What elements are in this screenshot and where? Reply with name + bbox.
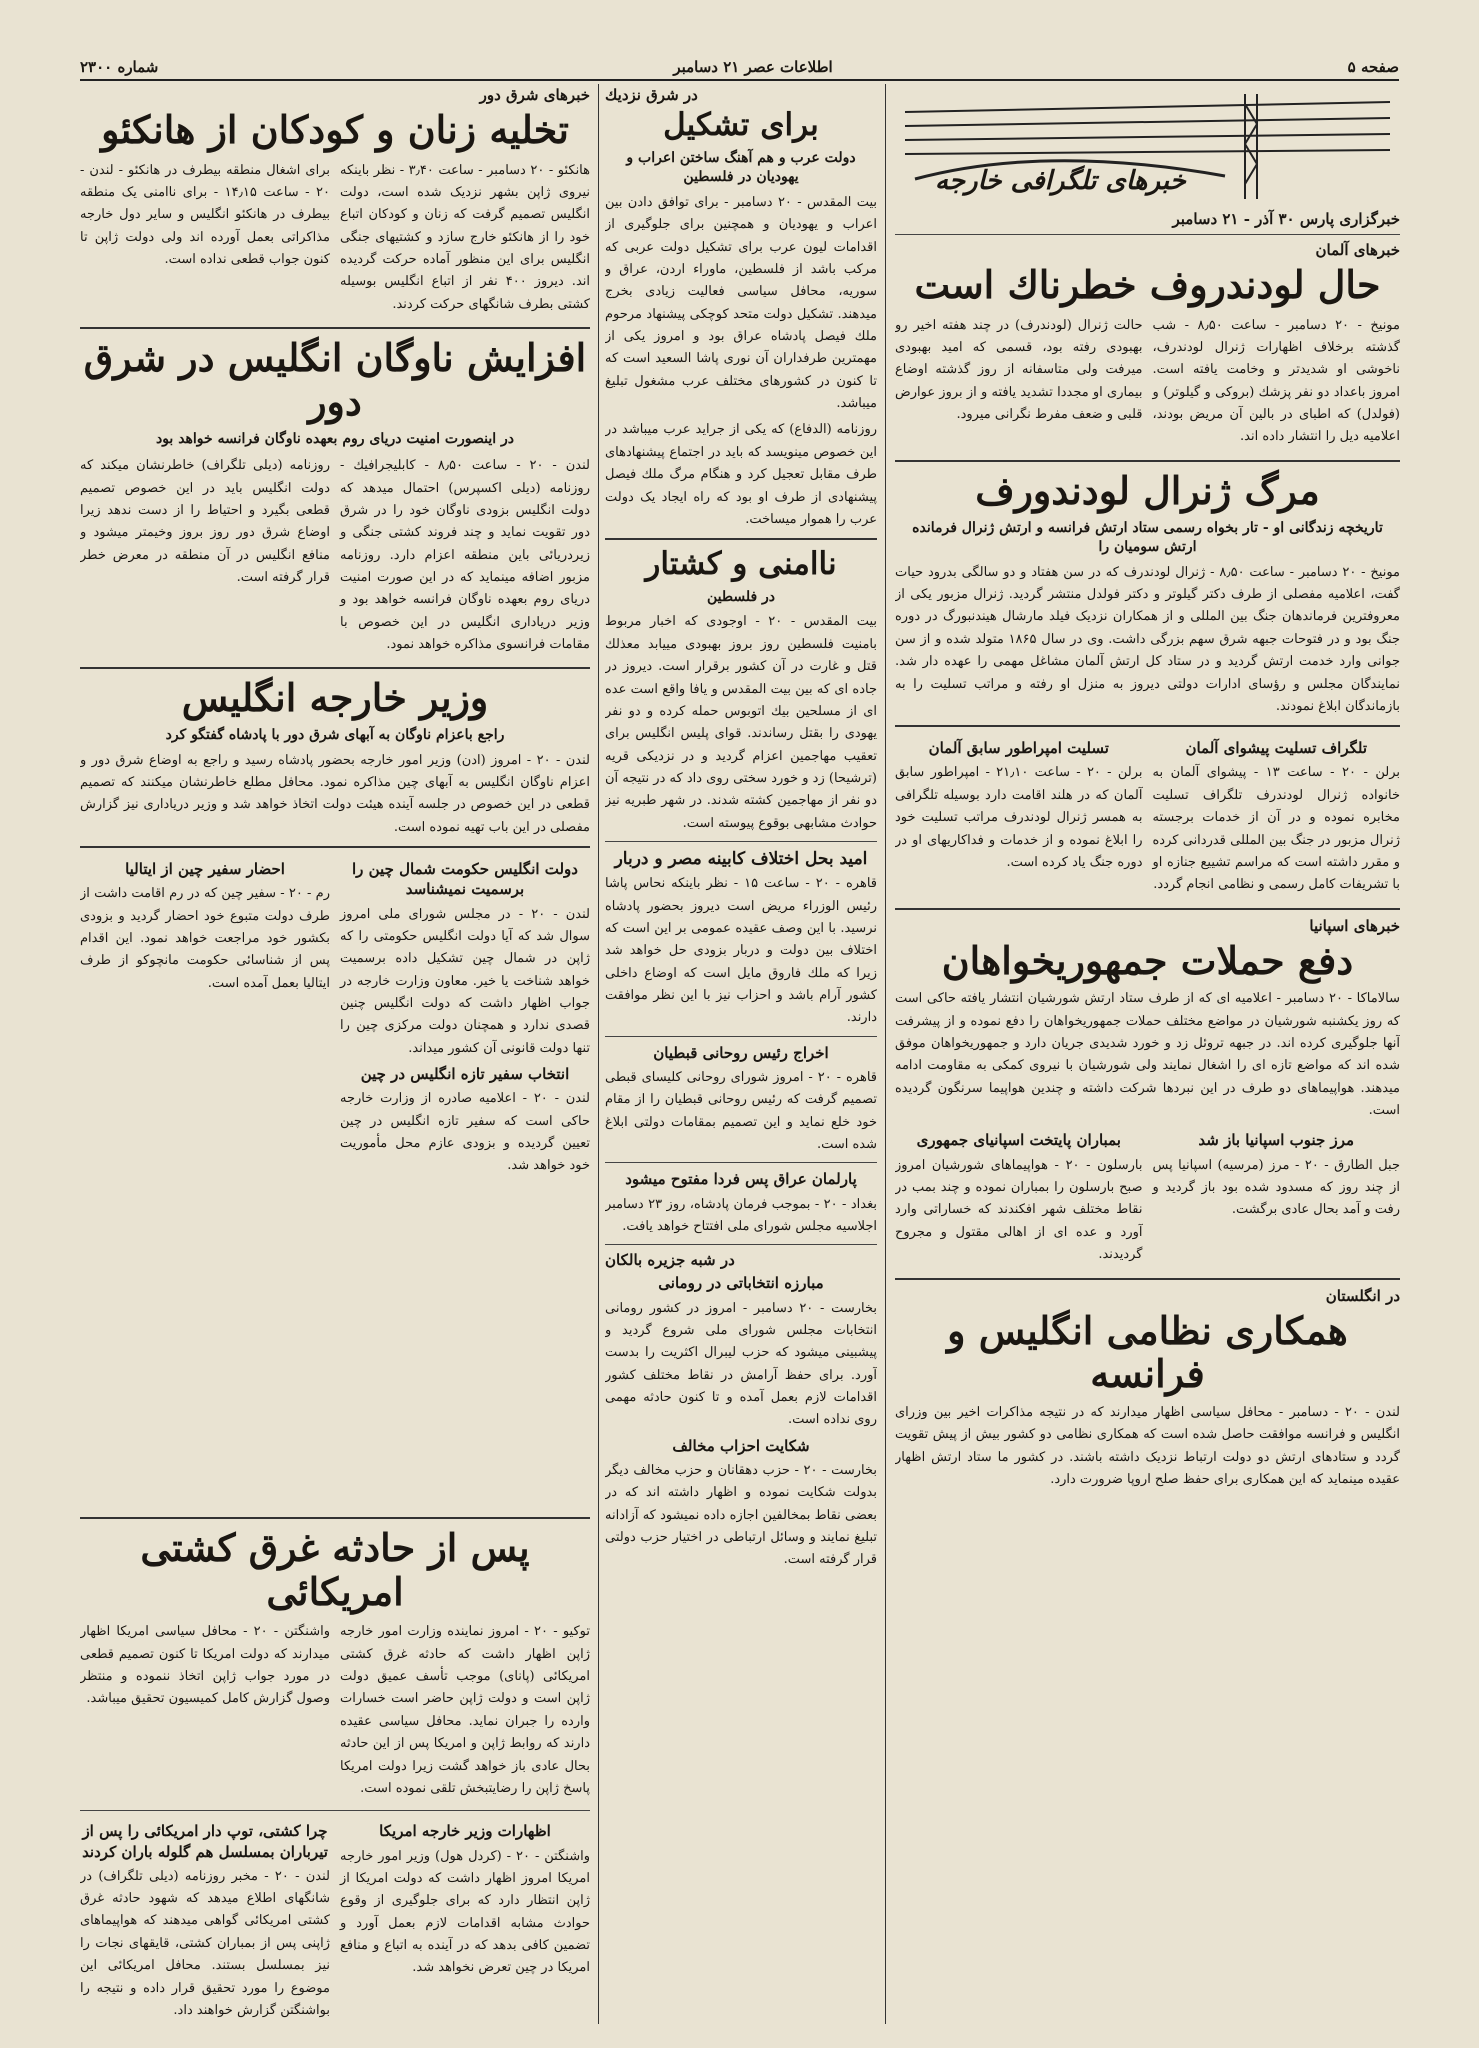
headline-new-envoy: انتخاب سفیر تازه انگلیس در چین (360, 1065, 570, 1084)
headline-south-border: مرز جنوب اسپانیا باز شد (1198, 1131, 1355, 1150)
headline-arab-state: برای تشکیل (663, 107, 819, 143)
article-body: برلن - ۲۰ - ساعت ۱۳ - پیشوای آلمان به خانواده ژنرال لودندرف تلگراف تسلیت مخابره نموده و در آن از خدمات برجسته ژنرال مزبور در جنگ بین المللی قدردانی کرده و مقرر داشته است که مراسم تشییع جنازه او با تشریفات کامل رسمی و نظامی انجام گردد. (1152, 765, 1400, 893)
headline-condolence: تلگراف تسلیت پیشوای آلمان (1185, 739, 1368, 758)
section-label-balkans: در شبه جزیره بالکان (605, 1251, 735, 1270)
article-body: واشنگتن - ۲۰ - محافل سیاسی امریکا اظهار میدارند که دولت امریکا تا کنون تصمیم قطعی در مورد جواب ژاپن اتخاذ ننموده و منتظر وصول گزارش کامل کمیسیون تحقیق میباشد. (80, 1624, 330, 1707)
subheadline: در فلسطین (706, 588, 776, 605)
article-body: بخارست - ۲۰ دسامبر - امروز در کشور رومانی انتخابات مجلس شورای ملی شروع گردید و پیشبینی میشود که حزب لیبرال اکثریت را بدست آورد. برای حفظ آرامش در نقاط مختلف کشور اقدامات لازم بعمل آمده و تا کنون حادثه مهمی روی نداده است. (605, 1300, 877, 1428)
block-gunboat (80, 1510, 590, 2020)
article-body: جبل الطارق - ۲۰ - مرز (مرسیه) اسپانیا پس از چند روز که مسدود شده بود باز گردید و رفت و آمد بحال عادی برگشت. (1152, 1157, 1400, 1218)
article-body: بخارست - ۲۰ - حزب دهقانان و حزب مخالف دیگر بدولت شکایت نموده و اظهار داشته اند که در بعضی نقاط بمخالفین اجازه داده نمیشود که آزادانه تبلیغ نمایند و وسائل ارتباطی در اختیار حزب دولتی قرار گرفته است. (605, 1462, 877, 1568)
article-body: لندن - ۲۰ - دسامبر - محافل سیاسی اظهار میدارند که در نتیجه مذاکرات اخیر بین وزرای انگلیس و فرانسه موافقت حاصل شده است که همکاری نظامی دو کشور بیش از پیش تقویت گردد و ستادهای ارتش دو دولت ارتباط نزدیک داشته باشند. در کشور ما ستاد ارتش اظهار عقیده مینماید که این همکاری برای حفظ صلح اروپا ضرورت دارد. (895, 1404, 1400, 1487)
article-body: لندن - ۲۰ - اعلامیه صادره از وزارت خارجه حاکی است که سفیر تازه انگلیس در چین تعیین گردیده و بزودی عازم محل مأموریت خود خواهد شد. (340, 1091, 590, 1174)
headline-recognition: دولت انگلیس حکومت شمال چین را برسمیت نمیشناسد (352, 860, 578, 899)
column-rule (885, 84, 886, 2024)
headline-machine-gun: چرا کشتی، توپ دار امریکائی را پس از تیرباران بمسلسل هم گلوله باران کردند (82, 1822, 328, 1861)
headline-egypt: امید بحل اختلاف کابینه مصر و دربار (614, 849, 868, 870)
headline-unrest: ناامنی و کشتار (645, 546, 837, 583)
article-body: قاهره - ۲۰ - امروز شورای روحانی کلیسای قبطی تصمیم گرفت که رئیس روحانی قبطیان را از مقام خود خلع نماید و این تصمیم بمقامات دولتی ابلاغ شده است. (605, 1069, 877, 1152)
article-body: واشنگتن - ۲۰ - (کردل هول) وزیر امور خارجه امریکا امروز اظهار داشت که دولت امریکا از ژاپن انتظار دارد که برای جلوگیری از وقوع حوادث مشابه اقدامات لازم بعمل آورد و تضمین کافی بدهد که در آینده به اتباع و منافع امریکا در چین تعرض نخواهد شد. (340, 1848, 590, 1976)
section-label-england: در انگلستان (1325, 1286, 1400, 1305)
column-rule (598, 84, 599, 2024)
headline-ambassador: احضار سفیر چین از ایتالیا (125, 860, 285, 879)
subheadline: در اینصورت امنیت دریای روم بعهده ناوگان فرانسه خواهد بود (155, 430, 515, 447)
article-body: مونیخ - ۲۰ دسامبر - ساعت ۸٫۵۰ - شب گذشته برخلاف اظهارات ژنرال لودندرف، ناخوشی او شدیدتر و وخامت یافته است. امروز باعداد دو نفر پزشك (بروکی و گیلوتر) و (فولدل) که اطبای در بالین آن مریض بودند، اعلامیه دیل را انتشار داده اند. (1152, 317, 1400, 445)
headline-ludendorff-condition: حال لودندروف خطرناك است (914, 262, 1381, 307)
subheadline: راجع باعزام ناوگان به آبهای شرق دور با پادشاه گفتگو کرد (165, 727, 505, 744)
headline-ship-sinking: پس از حادثه غرق کشتی امریکائی (140, 1525, 530, 1614)
article-body: حالت ژنرال (لودندرف) در چند هفته اخیر رو بهبودی رفته بود، قسمی که امید بهبودی میرفت ولی متاسفانه از روز گذشته اوضاع بیماری او مجددا تشدید یافته و از بروز عوارض قلبی و ضعف مفرط نگرانی میرود. (895, 317, 1143, 423)
article-body: روزنامه (الدفاع) که یکی از جراید عرب میباشد در این خصوص مینویسد که باید در اجتماع پیشنهادهای طرف مقابل تعجیل کرد و هنگام مرگ ملك فیصل پیشنهادی از طرف او بود که راه ایجاد یک دولت عرب را هموار میساخت. (605, 422, 877, 527)
masthead-title: خبرهای تلگرافی خارجه (935, 166, 1186, 196)
headline-us-remarks: اظهارات وزیر خارجه امریکا (379, 1822, 551, 1841)
article-body: برای اشغال منطقه بیطرف در هانکئو - لندن - ۲۰ - ساعت ۱۴٫۱۵ - برای ناامنی یک منطقه بیطرف در هانکئو انگلیس و سایر دول خارجه مذاکراتی بعمل آورده اند ولی دولت ژاپن تا کنون جواب قطعی نداده است. (80, 162, 330, 268)
article-body: لندن - ۲۰ - مخبر روزنامه (دیلی تلگراف) در شانگهای اطلاع میدهد که شهود حادثه غرق کشتی امریکائی گواهی میدهند که هواپیماهای ژاپنی پس از بمباران کشتی، قایقهای نجات را نیز بمسلسل بستند. محافل امریکائی این موضوع را مورد تحقیق قرار داده و نتیجه را بواشنگتن گزارش خواهند داد. (80, 1868, 330, 2018)
headline-foreign-minister: وزیر خارجه انگلیس (181, 675, 489, 721)
subheadline: تاریخچه زندگانی او - تار بخواه رسمی ستاد ارتش فرانسه و ارتش ژنرال فرمانده ارتش سومیان را (912, 519, 1383, 556)
section-label-spain: خبرهای اسپانیا (1309, 916, 1400, 935)
headline-navy: افزایش ناوگان انگلیس در شرق دور (83, 335, 587, 424)
section-label-far-east: خبرهای شرق دور (479, 86, 590, 104)
column-near-east (605, 84, 877, 1576)
article-body: مونیخ - ۲۰ دسامبر - ساعت ۸٫۵۰ - ژنرال لودندرف که در سن هفتاد و دو سالگی بدرود حیات گفت، اعلامیه مفصلی از طرف دکتر گیلوتر و دکتر فولدل منتشر گردید. ژنرال مزبور یکی از معروفترین فرماندهان جنگ بین المللی و از همکاران نزدیک فیلد مارشال هیندنبورگ در دوره جنگ بود و در فتوحات جبهه شرق سهم بزرگی داشت. وی در سال ۱۸۶۵ متولد شده و از سن جوانی وارد خدمت ارتش گردید و در ستاد کل ارتش آلمان مشاغل مهمی را عهده دار شد. نمایندگان مجلس و رؤسای ادارات دولتی دیروز به منزل او رفته و مراتب تسلیت را به بازماندگان ابلاغ نمودند. (895, 564, 1400, 714)
article-body: قاهره - ۲۰ - ساعت ۱۵ - نظر باینکه نحاس پاشا رئیس الوزراء مریض است دیروز بحضور پادشاه نرسید. با این وصف عقیده عمومی بر این است که اختلاف بین دولت و دربار بزودی حل خواهد شد زیرا که ملك فاروق مایل است که اوضاع داخلی کشور آرام باشد و احزاب نیز با این نظر موافقت دارند. (605, 876, 877, 1026)
headline-romania: مبارزه انتخاباتی در رومانی (658, 1274, 824, 1293)
headline-cooperation: همکاری نظامی انگلیس و فرانسه (947, 1307, 1348, 1397)
column-far-east (80, 84, 590, 1514)
article-body: رم - ۲۰ - سفیر چین که در رم اقامت داشت از طرف دولت متبوع خود احضار گردید و بزودی بکشور خود مراجعت خواهد نمود. این اقدام پس از شناسائی حکومت مانچوکو از طرف ایتالیا بعمل آمده است. (80, 886, 330, 991)
article-body: بارسلون - ۲۰ - هواپیماهای شورشیان امروز صبح بارسلون را بمباران نموده و چند بمب در نقاط مختلف شهر افکندند که خساراتی وارد آورد و عده ای از اهالی مقتول و مجروح گردیدند. (895, 1157, 1143, 1263)
headline-capital-bombing: بمباران پایتخت اسپانیای جمهوری (916, 1131, 1121, 1150)
article-body: سالاماکا - ۲۰ دسامبر - اعلامیه ای که از طرف ستاد ارتش شورشیان انتشار یافته حاکی است که روز یکشنبه شورشیان در مواضع مختلف حملات جمهوریخواهان را دفع نموده و از پیشرفت آنها جلوگیری کرده اند. در جبهه تروئل زد و خورد شدیدی جریان دارد و جمهوریخواهان موفق شده اند که مواضع تازه ای را اشغال نمایند ولی شورشیان با نیروی کمکی به مقاومت ادامه میدهند. هواپیماهای دو طرف در این نبردها شرکت داشته و چندین هواپیما سرنگون گردیده است. (895, 991, 1400, 1119)
article-body: لندن - ۲۰ - در مجلس شورای ملی امروز سوال شد که آیا دولت انگلیس حکومتی را که ژاپن در شمال چین تشکیل داده برسمیت خواهد شناخت یا خیر. معاون وزارت خارجه در جواب اظهار داشت که دولت انگلیس چنین قصدی ندارد و همچنان دولت مرکزی چین را تنها دولت قانونی آن کشور میداند. (340, 906, 590, 1056)
headline-ludendorff-death: مرگ ژنرال لودندورف (975, 467, 1320, 513)
article-body: برلن - ۲۰ - ساعت ۲۱٫۱۰ - امپراطور سابق آلمان که در هلند اقامت دارد بوسیله تلگرافی به همسر ژنرال لودندرف مراتب تسلیت خود را ابلاغ نموده و از خدمات و فداکاریهای او در دوره جنگ یاد کرده است. (895, 765, 1143, 870)
headline-iraq: پارلمان عراق پس فردا مفتوح میشود (625, 1170, 857, 1189)
section-label-germany: خبرهای آلمان (1315, 241, 1400, 259)
article-body: توکیو - ۲۰ - امروز نماینده وزارت امور خارجه ژاپن اظهار داشت که حادثه غرق کشتی امریکائی (پانای) موجب تأسف عمیق دولت ژاپن است و دولت ژاپن حاضر است خسارات وارده را جبران نماید. محافل سیاسی عقیده دارند که روابط ژاپن و امریکا پس از این حادثه بحال عادی باز خواهد گشت زیرا دولت امریکا پاسخ ژاپن را رضایتبخش تلقی نموده است. (340, 1624, 590, 1796)
headline-opposition: شکایت احزاب مخالف (672, 1436, 810, 1455)
article-body: هانکئو - ۲۰ دسامبر - ساعت ۳٫۴۰ - نظر باینکه نیروی ژاپن بشهر نزدیک شده است، دولت انگلیس تصمیم گرفت که زنان و کودکان اتباع خود را از هانکئو خارج سازد و کشتیهای جنگی انگلیس برای این منظور آماده حرکت گردیده اند. دیروز ۴۰۰ نفر از اتباع انگلیس بوسیله کشتی بطرف شانگهای حرکت کردند. (340, 162, 590, 312)
section-label-near-east: در شرق نزدیك (605, 86, 698, 104)
dateline: خبرگزاری پارس ۳۰ آذر - ۲۱ دسامبر (1172, 210, 1400, 228)
headline-evacuation: تخلیه زنان و کودکان از هانکئو (101, 107, 569, 152)
running-header (80, 52, 1399, 81)
issue-number: شماره ۲۳۰۰ (80, 58, 159, 76)
article-body: بغداد - ۲۰ - بموجب فرمان پادشاه، روز ۲۳ دسامبر اجلاسیه مجلس شورای ملی افتتاح خواهد یافت. (605, 1196, 877, 1234)
page-label: صفحه ۵ (1347, 58, 1399, 76)
paper-date: اطلاعات عصر ۲۱ دسامبر (673, 58, 833, 76)
article-body: لندن - ۲۰ - امروز (ادن) وزیر امور خارجه بحضور پادشاه رسید و راجع به اوضاع شرق دور و اعزام ناوگان انگلیس به آبهای چین مذاکره نمود. محافل مطلع خاطرنشان میکنند که تصمیم قطعی در این خصوص در جلسه آینده هیئت دولت اتخاذ خواهد شد و وزیر دریاداری نیز گزارش مفصلی در این باب تهیه نموده است. (80, 752, 590, 835)
subheadline: دولت عرب و هم آهنگ ساختن اعراب و یهودیان در فلسطین (626, 149, 856, 186)
article-body: لندن - ۲۰ - ساعت ۸٫۵۰ - کابلیجرافیك - روزنامه (دیلی اکسپرس) احتمال میدهد که دولت انگلیس بزودی ناوگان خود را در شرق دور تقویت نماید و چند فروند کشتی جنگی و زیردریائی باین منطقه اعزام دارد. روزنامه مزبور اضافه مینماید که در این صورت امنیت دریای روم بعهده ناوگان فرانسه خواهد بود و وزیر دریاداری انگلیس در این خصوص با مقامات فرانسوی مذاکره خواهد نمود. (340, 458, 590, 653)
column-foreign-news (895, 84, 1400, 1495)
article-body: بیت المقدس - ۲۰ دسامبر - برای توافق دادن بین اعراب و یهودیان و همچنین برای جلوگیری از اقدامات لیون عرب برای تشکیل دولت عربی که مرکب باشد از فلسطین، ماوراء اردن، عراق و سوریه، محافل سیاسی فعالیت زیادی بخرج میدهند. تشکیل دولت متحد کوچکی پیشنهاد مرحوم ملك فیصل پادشاه عراق بود و امروز یکی از مهمترین طرفداران آن نوری پاشا السعید است که تا کنون در کشورهای مختلف عرب مشغول تبلیغ میباشد. (605, 194, 877, 412)
headline-spain: دفع حملات جمهوریخواهان (941, 937, 1354, 983)
headline-coptic: اخراج رئیس روحانی قبطیان (653, 1043, 829, 1062)
article-body: روزنامه (دیلی تلگراف) خاطرنشان میکند که دولت انگلیس باید در این خصوص تصمیم قطعی بگیرد و احتیاط را از دست ندهد زیرا اوضاع شرق دور روز بروز وخیمتر میشود و منافع انگلیس در آن منطقه در معرض خطر قرار گرفته است. (80, 458, 330, 585)
telegraph-masthead (895, 84, 1400, 204)
article-body: بیت المقدس - ۲۰ - اوجودی که اخبار مربوط بامنیت فلسطین روز بروز بهبودی مییابد معذلك قتل و غارت در آن کشور برقرار است. دیروز در جاده ای که بین بیت المقدس و یافا واقع است عده ای از مسلحین بیك اتوبوس حمله کرده و دو نفر یهودی را بقتل رساندند. قوای پلیس انگلیس برای تعقیب مهاجمین اعزام گردید و در نزدیکی قریه (ترشیحا) زد و خورد سختی روی داد که در نتیجه آن دو نفر از مهاجمین کشته شدند. در شهر طبریه نیز حوادث مشابهی بوقوع پیوسته است. (605, 614, 877, 831)
headline-kaiser: تسلیت امپراطور سابق آلمان (928, 739, 1109, 758)
